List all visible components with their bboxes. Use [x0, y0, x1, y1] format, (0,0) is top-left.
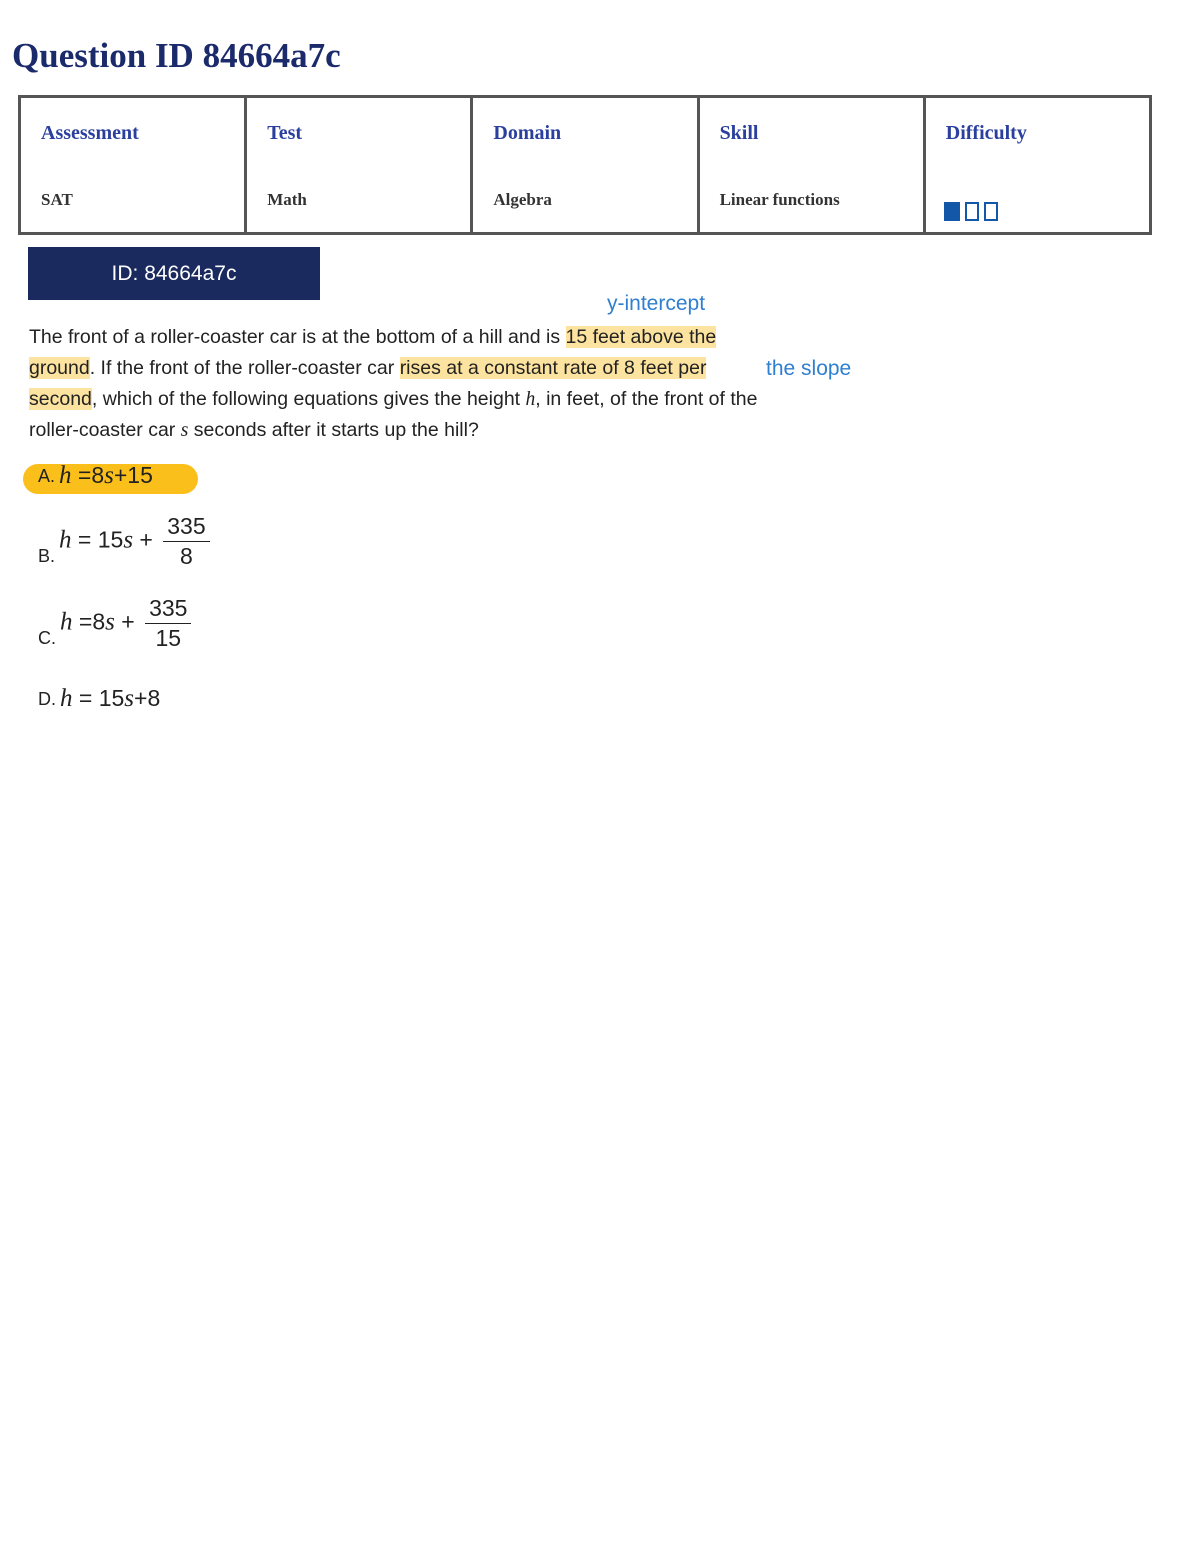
question-stem [29, 322, 774, 446]
meta-label-skill: Skill [719, 122, 759, 144]
math-var: h [59, 526, 72, 554]
difficulty-segment [965, 202, 979, 221]
variable-s: s [180, 420, 189, 441]
math-text: +8 [134, 685, 161, 711]
math-var: s [124, 685, 135, 712]
meta-cell-assessment [20, 97, 246, 234]
choice-a-equation [59, 462, 153, 490]
annotation-y-intercept: y-intercept [607, 292, 706, 315]
annotation-slope: the slope [766, 357, 852, 380]
highlight-rate-cont: second [29, 388, 92, 410]
math-var: s [105, 608, 115, 636]
variable-h: h [525, 389, 536, 410]
difficulty-segment [984, 202, 998, 221]
math-text: + [133, 526, 160, 553]
denominator: 15 [155, 625, 182, 651]
meta-row [20, 97, 1151, 234]
math-var: h [60, 608, 73, 636]
meta-label-test: Test [267, 122, 303, 144]
choice-d-equation [60, 685, 160, 713]
math-var: h [60, 685, 73, 712]
denominator: 8 [180, 543, 193, 569]
meta-label-assessment: Assessment [41, 122, 139, 144]
numerator: 335 [145, 594, 191, 624]
math-text: +15 [113, 462, 153, 488]
meta-value-assessment: SAT [41, 190, 73, 209]
question-text: The front of a roller-coaster car is at the bottom of a hill and is [29, 326, 566, 348]
difficulty-segment [944, 202, 960, 221]
page-title: Question ID 84664a7c [12, 36, 341, 75]
math-text: =8 [72, 608, 106, 635]
question-meta-table [18, 95, 1152, 235]
fraction [145, 594, 191, 653]
question-text: , which of the following equations gives the height [91, 388, 526, 410]
choice-c-equation [60, 594, 191, 653]
highlight-rate: rises at a constant rate of 8 feet per [399, 357, 707, 379]
choice-letter: D. [38, 688, 56, 709]
choice-d[interactable] [38, 685, 160, 713]
meta-cell-skill [698, 97, 924, 234]
math-text: + [114, 608, 142, 635]
difficulty-indicator [944, 202, 998, 221]
meta-cell-difficulty [924, 97, 1150, 234]
math-text: =8 [71, 462, 105, 488]
numerator: 335 [163, 512, 209, 542]
choice-b-equation [59, 512, 210, 571]
meta-value-test: Math [267, 190, 307, 209]
choice-c[interactable] [38, 594, 191, 653]
meta-value-domain: Algebra [493, 190, 552, 209]
math-var: h [59, 462, 72, 489]
meta-cell-test [246, 97, 472, 234]
math-var: s [123, 526, 134, 554]
choice-a[interactable] [38, 462, 153, 490]
choice-letter: C. [38, 628, 56, 648]
meta-label-domain: Domain [493, 122, 562, 144]
highlight-intercept-cont: ground [29, 357, 90, 379]
question-text: seconds after it starts up the hill? [188, 419, 479, 441]
highlight-intercept: 15 feet above the [565, 326, 717, 348]
question-id-banner: ID: 84664a7c [28, 247, 320, 300]
meta-value-skill: Linear functions [719, 190, 840, 209]
choice-b[interactable] [38, 512, 210, 571]
choice-letter: B. [38, 546, 56, 566]
meta-label-difficulty: Difficulty [945, 122, 1027, 144]
choice-letter: A. [38, 465, 56, 486]
math-text: = 15 [72, 685, 125, 711]
fraction [163, 512, 209, 571]
meta-cell-domain [472, 97, 698, 234]
math-var: s [104, 462, 114, 489]
question-text: , in feet, of the front of the roller-coaster car [29, 388, 758, 441]
math-text: = 15 [71, 526, 124, 553]
question-text: . If the front of the roller-coaster car [89, 357, 400, 379]
